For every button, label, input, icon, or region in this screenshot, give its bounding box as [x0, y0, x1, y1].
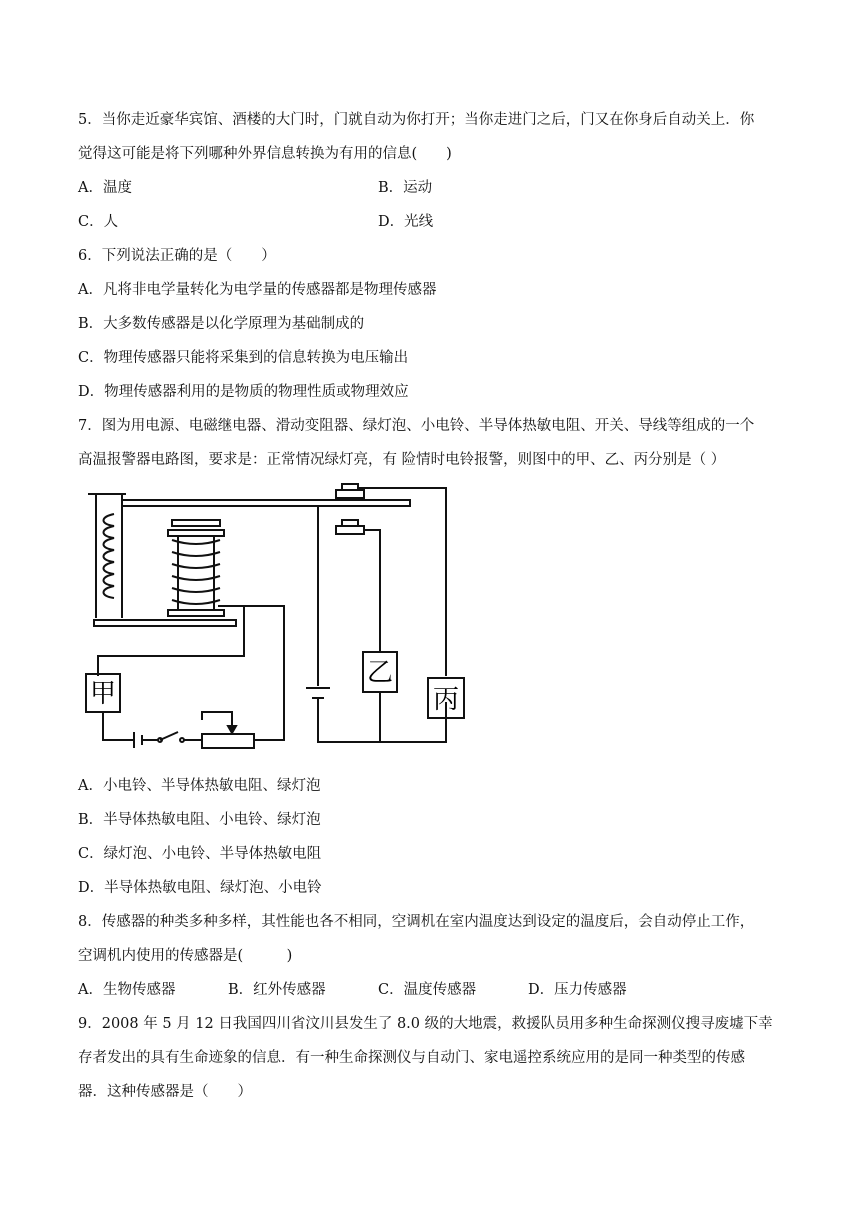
q5-stem-line2: 觉得这可能是将下列哪种外界信息转换为有用的信息( ) — [78, 146, 452, 162]
q6-option-a: A．凡将非电学量转化为电学量的传感器都是物理传感器 — [78, 282, 437, 298]
q5-option-a: A．温度 — [78, 180, 132, 196]
switch-blade — [160, 732, 178, 740]
armature-bar — [122, 500, 410, 506]
q7-option-d: D．半导体热敏电阻、绿灯泡、小电铃 — [78, 880, 322, 896]
top-contact-cap — [342, 484, 358, 490]
q5-option-d: D．光线 — [378, 214, 434, 230]
magnet-bottom-plate — [168, 610, 224, 616]
magnet-top-plate — [172, 520, 220, 526]
q5-option-c: C．人 — [78, 214, 119, 230]
q9-stem-line1: 9．2008 年 5 月 12 日我国四川省汶川县发生了 8.0 级的大地震，救援队员用多种生命探测仪搜寻废墟下幸 — [78, 1016, 773, 1032]
q8-option-c: C．温度传感器 — [378, 982, 477, 998]
q9-stem-line3: 器．这种传感器是（ ） — [78, 1084, 252, 1100]
rheostat-slider-wire — [202, 712, 232, 732]
q7-option-b: B．半导体热敏电阻、小电铃、绿灯泡 — [78, 812, 321, 828]
wire-rheostat-to-magnet — [244, 606, 284, 740]
q7-option-c: C．绿灯泡、小电铃、半导体热敏电阻 — [78, 846, 322, 862]
q6-stem: 6．下列说法正确的是（ ） — [78, 248, 276, 264]
bing-label: 丙 — [433, 685, 460, 715]
q8-stem-line1: 8．传感器的种类多种多样，其性能也各不相同，空调机在室内温度达到设定的温度后，会自动停止工作， — [78, 914, 755, 930]
q8-option-b: B．红外传感器 — [228, 982, 326, 998]
switch-contact — [180, 738, 184, 742]
circuit-svg — [78, 480, 478, 760]
q6-option-b: B．大多数传感器是以化学原理为基础制成的 — [78, 316, 365, 332]
wire-jia-to-battery — [103, 712, 134, 740]
yi-label: 乙 — [367, 658, 394, 688]
q5-option-b: B．运动 — [378, 180, 433, 196]
q9-stem-line2: 存者发出的具有生命迹象的信息．有一种生命探测仪与自动门、家电遥控系统应用的是同一种类型的传感 — [78, 1050, 745, 1066]
q8-option-d: D．压力传感器 — [528, 982, 627, 998]
jia-label: 甲 — [90, 679, 117, 709]
bottom-contact-plate — [336, 526, 364, 534]
q5-stem-line1: 5．当你走近豪华宾馆、酒楼的大门时，门就自动为你打开；当你走进门之后，门又在你身后自动关上．你 — [78, 112, 755, 128]
alarm-circuit-diagram — [78, 480, 478, 760]
rheostat-arrow — [228, 726, 236, 733]
relay-base-plate — [94, 620, 236, 626]
wire-bottom-contact-to-yi — [364, 530, 380, 652]
magnet-top-plate2 — [168, 530, 224, 536]
q6-option-c: C．物理传感器只能将采集到的信息转换为电压输出 — [78, 350, 409, 366]
q8-stem-line2: 空调机内使用的传感器是( ) — [78, 948, 293, 964]
q7-stem-line1: 7．图为用电源、电磁继电器、滑动变阻器、绿灯泡、小电铃、半导体热敏电阻、开关、导线等组成的一个 — [78, 418, 755, 434]
wire-bottom-return — [318, 698, 446, 742]
q7-option-a: A．小电铃、半导体热敏电阻、绿灯泡 — [78, 778, 321, 794]
wire-top-contact-to-bing — [358, 488, 446, 676]
q6-option-d: D．物理传感器利用的是物质的物理性质或物理效应 — [78, 384, 409, 400]
top-contact-plate — [336, 490, 364, 498]
q7-stem-line2: 高温报警器电路图，要求是：正常情况绿灯亮，有 险情时电铃报警，则图中的甲、乙、丙分别是（ ） — [78, 452, 726, 468]
rheostat-body — [202, 734, 254, 748]
spring-coil — [104, 514, 115, 598]
q8-option-a: A．生物传感器 — [78, 982, 176, 998]
magnet-coil — [172, 540, 220, 604]
